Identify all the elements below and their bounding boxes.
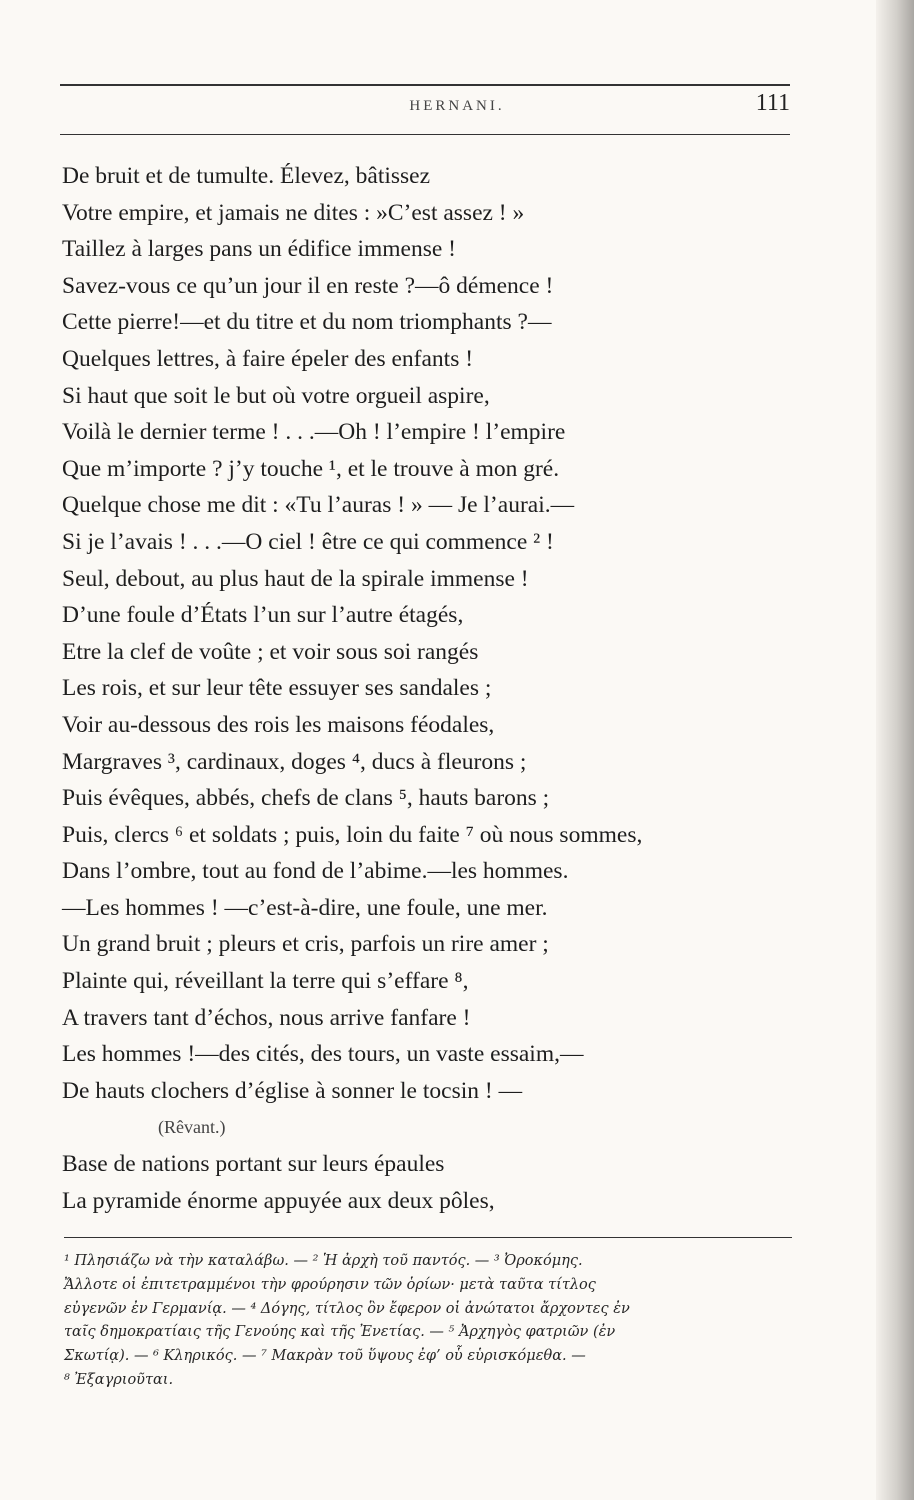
footnote-line: Σκωτίᾳ). — ⁶ Κληρικός. — ⁷ Μακρὰν τοῦ ὕψους ἐφ’ οὗ εὑρισκόμεθα. —: [64, 1348, 586, 1365]
footnote-line: ταῖς δημοκρατίαις τῆς Γενούης καὶ τῆς Ἐνετίας. — ⁵ Ἀρχηγὸς φατριῶν (ἐν: [64, 1324, 616, 1341]
footnote-line: ⁸ Ἐξαγριοῦται.: [64, 1371, 174, 1388]
verse-line: D’une foule d’États l’un sur l’autre étagés,: [62, 602, 464, 629]
header-rule-top: [60, 84, 790, 86]
verse-line: Puis évêques, abbés, chefs de clans ⁵, hauts barons ;: [62, 785, 550, 812]
header-rule-bottom: [60, 134, 790, 135]
stage-direction: (Rêvant.): [158, 1117, 226, 1138]
verse-line: Seul, debout, au plus haut de la spirale immense !: [62, 565, 529, 592]
verse-line: Dans l’ombre, tout au fond de l’abime.—les hommes.: [62, 858, 569, 885]
verse-line: Quelque chose me dit : «Tu l’auras ! » — Je l’aurai.—: [62, 492, 575, 519]
verse-line: Margraves ³, cardinaux, doges ⁴, ducs à fleurons ;: [62, 748, 527, 775]
page-number: 111: [755, 90, 790, 116]
verse-line: De bruit et de tumulte. Élevez, bâtissez: [62, 163, 431, 189]
footnote-rule: [64, 1237, 792, 1238]
verse-line: De hauts clochers d’église à sonner le tocsin ! —: [62, 1077, 523, 1104]
verse-line: La pyramide énorme appuyée aux deux pôles,: [62, 1187, 495, 1214]
verse-line: Si je l’avais ! . . .—O ciel ! être ce qui commence ² !: [62, 528, 554, 555]
page-edge-shadow: [876, 0, 914, 1500]
verse-line: —Les hommes ! —c’est-à-dire, une foule, une mer.: [62, 894, 548, 921]
verse-line: Voilà le dernier terme ! . . .—Oh ! l’empire ! l’empire: [62, 419, 566, 446]
verse-line: Les hommes !—des cités, des tours, un vaste essaim,—: [62, 1041, 584, 1068]
footnotes: [64, 1250, 804, 1393]
verse-line: Cette pierre!—et du titre et du nom triomphants ?—: [62, 309, 552, 336]
footnote-line: εὐγενῶν ἐν Γερμανίᾳ. — ⁴ Δόγης, τίτλος ὃν ἔφερον οἱ ἀνώτατοι ἄρχοντες ἐν: [64, 1300, 630, 1317]
verse-line: Si haut que soit le but où votre orgueil aspire,: [62, 382, 490, 409]
footnote-line: ¹ Πλησιάζω νὰ τὴν καταλάβω. — ² Ἡ ἀρχὴ τοῦ παντός. — ³ Ὀροκόμης.: [64, 1253, 583, 1269]
verse-line: Quelques lettres, à faire épeler des enfants !: [62, 345, 474, 372]
footnote-line: Ἄλλοτε οἱ ἐπιτετραμμένοι τὴν φρούρησιν τῶν ὁρίων· μετὰ ταῦτα τίτλος: [64, 1276, 596, 1293]
running-title: HERNANI.: [409, 98, 505, 114]
verse-line: Savez-vous ce qu’un jour il en reste ?—ô démence !: [62, 272, 554, 299]
verse-line: Puis, clercs ⁶ et soldats ; puis, loin du faite ⁷ où nous sommes,: [62, 821, 643, 848]
verse-line: A travers tant d’échos, nous arrive fanfare !: [62, 1004, 471, 1031]
verse-line: Plainte qui, réveillant la terre qui s’effare ⁸,: [62, 968, 469, 995]
verse-line: Que m’importe ? j’y touche ¹, et le trouve à mon gré.: [62, 455, 560, 482]
verse-line: Base de nations portant sur leurs épaules: [62, 1151, 445, 1178]
verse-line: Les rois, et sur leur tête essuyer ses sandales ;: [62, 675, 492, 702]
verse-line: Un grand bruit ; pleurs et cris, parfois un rire amer ;: [62, 931, 549, 958]
verse-line: Etre la clef de voûte ; et voir sous soi rangés: [62, 638, 479, 665]
verse-line: Taillez à larges pans un édifice immense !: [62, 236, 457, 263]
verse-line: Voir au-dessous des rois les maisons féodales,: [62, 711, 495, 738]
verse-line: Votre empire, et jamais ne dites : »C’est assez ! »: [62, 199, 525, 226]
verse-block: [62, 158, 802, 1219]
